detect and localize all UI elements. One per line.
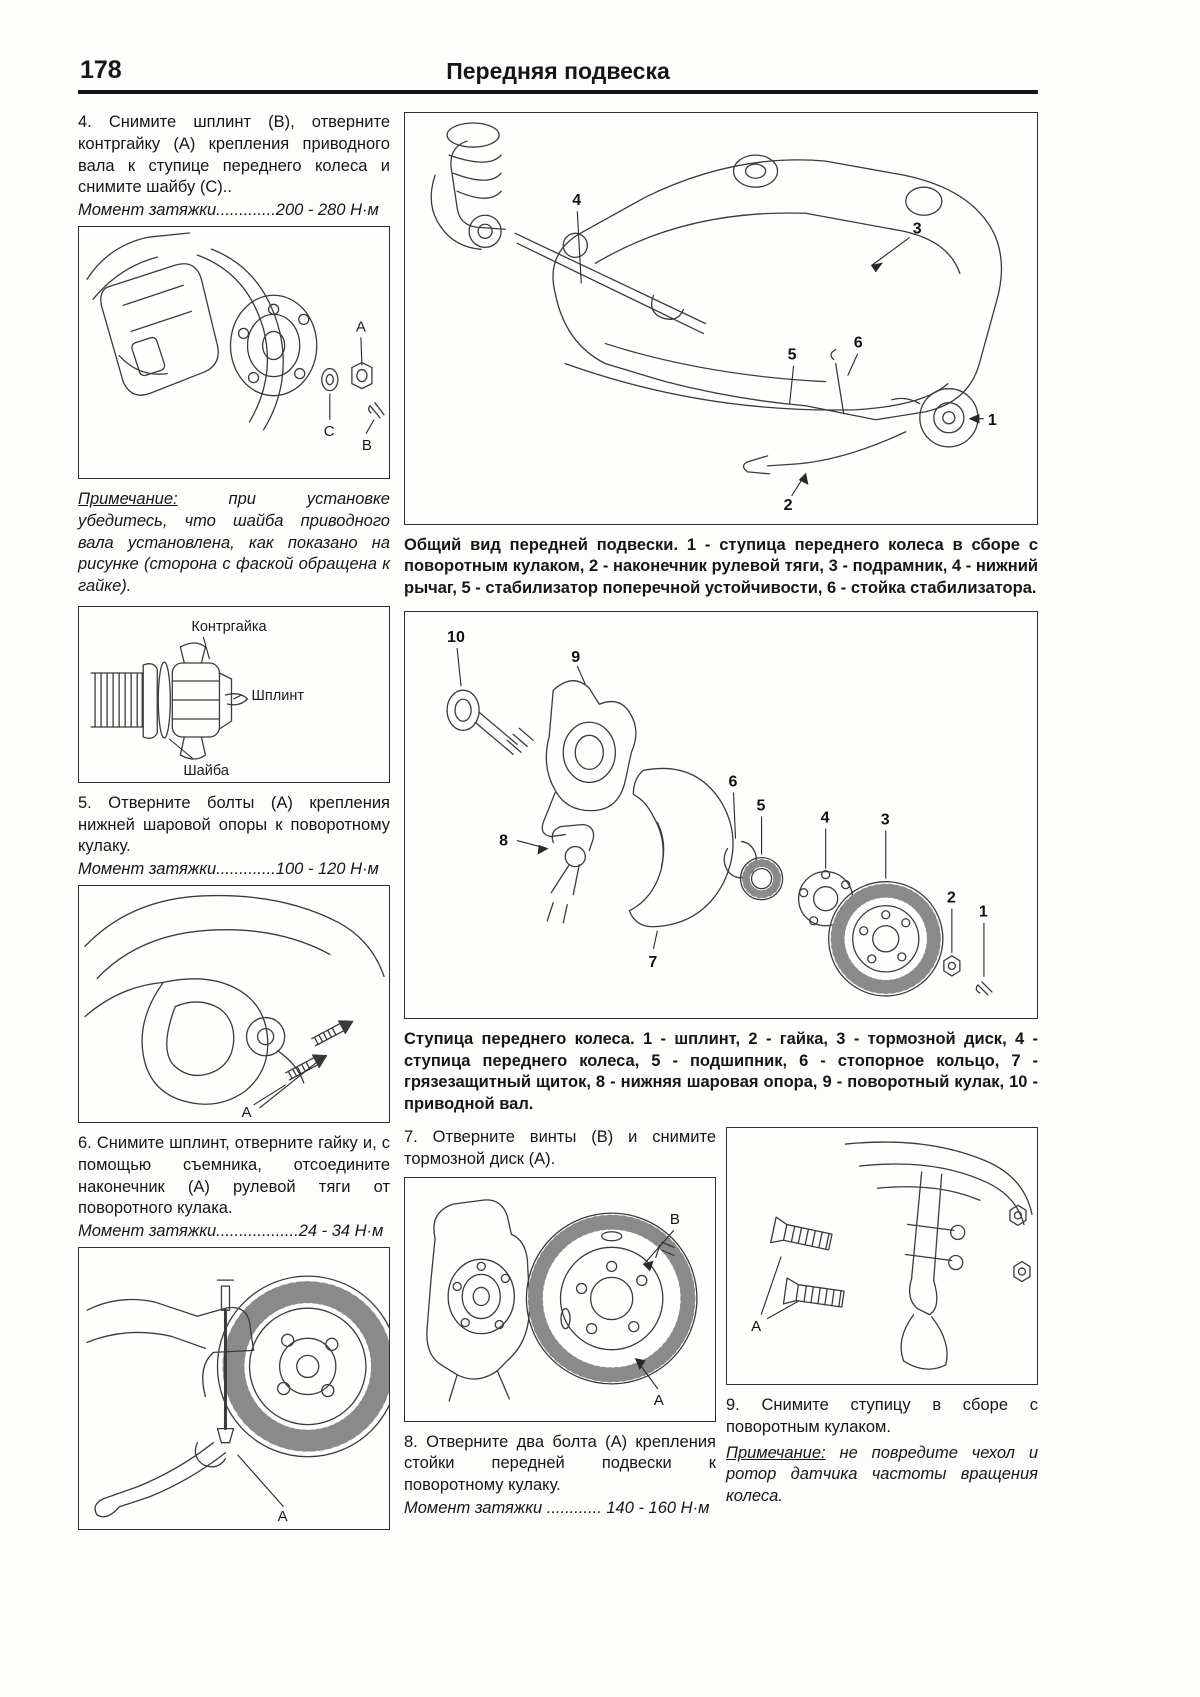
callout-1: 1 [978, 903, 988, 922]
note-2-body: не повредите чехол и ротор датчика частоты вращения колеса. [726, 1443, 1038, 1506]
callout-a: A [653, 1391, 664, 1409]
disc-removal-drawing [405, 1178, 715, 1421]
step-6-torque: Момент затяжки..................24 - 34 Н·м [78, 1222, 384, 1241]
strut-bolts-drawing [727, 1128, 1037, 1384]
callout-2: 2 [946, 889, 956, 908]
suspension-overview-drawing [405, 113, 1037, 524]
callout-a: A [355, 318, 366, 336]
callout-6: 6 [853, 333, 863, 352]
callout-a: A [277, 1508, 288, 1526]
content-columns [78, 112, 1038, 1540]
callout-9: 9 [571, 648, 581, 667]
note-1 [78, 489, 390, 598]
callout-5: 5 [756, 796, 766, 815]
step-7-text: 7. Отверните винты (В) и снимите тормозной диск (А). [404, 1128, 716, 1168]
step-4-text: 4. Снимите шплинт (В), отверните контргайку (А) крепления приводного вала к ступице переднего колеса и снимите шайбу (С).. [78, 113, 390, 197]
figure-locknut-detail [78, 606, 390, 783]
callout-b: B [361, 436, 372, 454]
note-2 [726, 1443, 1038, 1508]
note-1-body: при установке убедитесь, что шайба приводного вала установлена, как показано на рисунке (сторона с фаской обращена к гайке). [78, 490, 390, 596]
tie-rod-drawing [79, 1248, 389, 1529]
step-5-torque: Момент затяжки.............100 - 120 Н·м [78, 860, 379, 879]
callout-3: 3 [912, 219, 922, 238]
label-washer: Шайба [183, 762, 229, 779]
right-column [404, 112, 1038, 1540]
note-2-prefix: Примечание: [726, 1443, 826, 1462]
sub-column-left [404, 1127, 716, 1524]
figure-tie-rod-puller [78, 1247, 390, 1530]
exploded-caption: Ступица переднего колеса. 1 - шплинт, 2 - гайка, 3 - тормозной диск, 4 - ступица переднего колеса, 5 - подшипник, 6 - стопорное кольцо, 7 - грязезащитный щиток, 8 - нижняя шаровая опора, 9 - поворотный кулак, 10 - приводной вал. [404, 1030, 1038, 1113]
callout-3: 3 [880, 810, 890, 829]
callout-4: 4 [820, 808, 830, 827]
page-number: 178 [80, 56, 122, 84]
locknut-drawing [79, 607, 389, 782]
sub-column-right [726, 1127, 1038, 1524]
callout-2: 2 [783, 495, 793, 514]
left-column [78, 112, 390, 1540]
ball-joint-drawing [79, 886, 389, 1122]
callout-a: A [751, 1317, 762, 1335]
overview-caption: Общий вид передней подвески. 1 - ступица переднего колеса в сборе с поворотным кулаком, 2 - наконечник рулевой тяги, 3 - подрамник, 4 - нижний рычаг, 5 - стабилизатор поперечной устойчивости, 6 - стойка стабилизатора. [404, 536, 1038, 597]
page-title: Передняя подвеска [446, 58, 670, 84]
figure-strut-bolts [726, 1127, 1038, 1385]
step-6-text: 6. Снимите шплинт, отверните гайку и, с помощью съемника, отсоедините наконечник (А) рулевой тяги от поворотного кулака. [78, 1134, 390, 1218]
note-1-prefix: Примечание: [78, 490, 178, 509]
callout-b: B [669, 1210, 680, 1228]
step-8-text: 8. Отверните два болта (А) крепления стойки передней подвески к поворотному кулаку. [404, 1432, 716, 1495]
callout-7: 7 [648, 953, 658, 972]
callout-1: 1 [987, 410, 997, 429]
callout-6: 6 [728, 772, 738, 791]
callout-5: 5 [787, 345, 797, 364]
page-header [78, 54, 1038, 94]
bottom-sub-columns [404, 1127, 1038, 1524]
label-cotter: Шплинт [251, 687, 305, 704]
figure-hub-removal [78, 226, 390, 479]
step-5-text: 5. Отверните болты (А) крепления нижней шаровой опоры к поворотному кулаку. [78, 793, 390, 856]
step-8-torque: Момент затяжки ............ 140 - 160 Н·м [404, 1498, 710, 1517]
callout-4: 4 [572, 191, 582, 210]
hub-removal-drawing [79, 227, 389, 478]
step-9-text: 9. Снимите ступицу в сборе с поворотным кулаком. [726, 1396, 1038, 1436]
hub-exploded-drawing [405, 612, 1037, 1018]
callout-c: C [323, 422, 335, 440]
callout-a: A [241, 1104, 252, 1122]
figure-suspension-overview [404, 112, 1038, 525]
figure-ball-joint [78, 885, 390, 1123]
callout-8: 8 [499, 831, 509, 850]
figure-disc-removal [404, 1177, 716, 1422]
callout-10: 10 [447, 628, 465, 647]
label-locknut: Контргайка [191, 618, 267, 635]
step-4-torque: Момент затяжки.............200 - 280 Н·м [78, 201, 379, 220]
figure-hub-exploded [404, 611, 1038, 1019]
